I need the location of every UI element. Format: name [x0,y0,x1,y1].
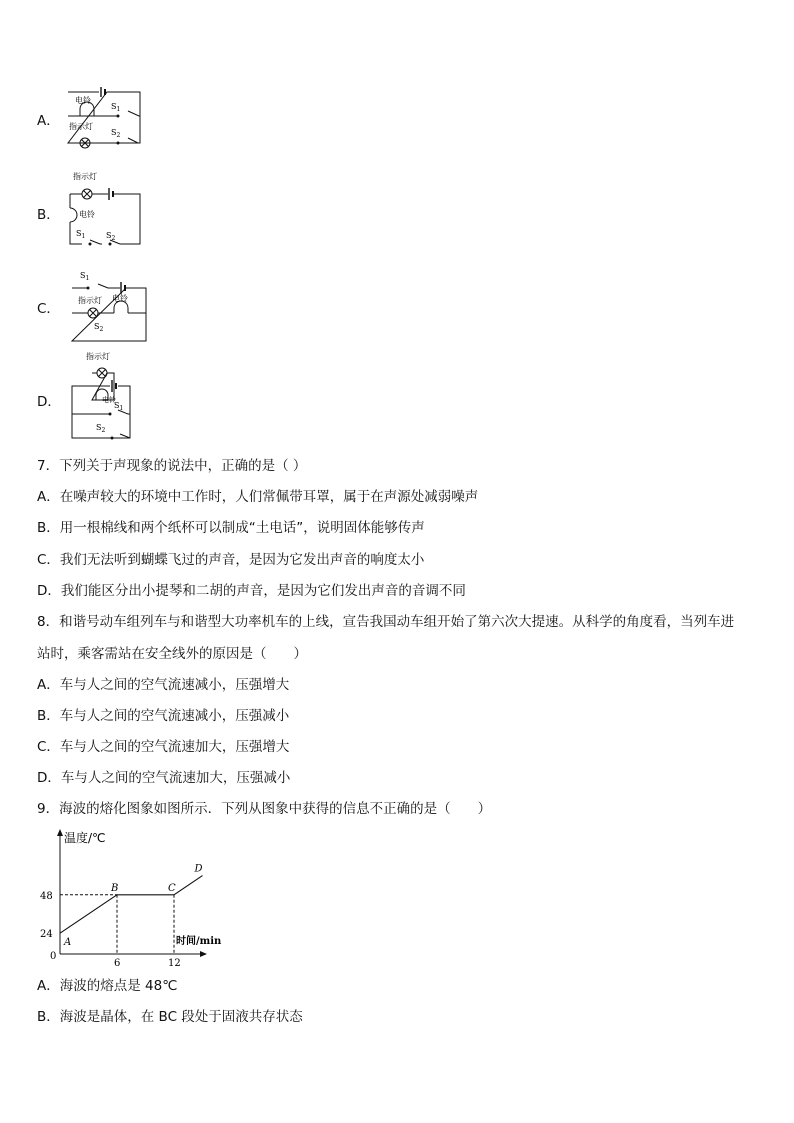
circuit-diagram-c [68,268,150,340]
q8-option-a: A．车与人之间的空气流速减小，压强增大 [37,677,290,693]
circuit-diagram-b [62,168,144,248]
svg-text:S2: $S_2$ [106,231,116,242]
y-tick-label: 24 [40,929,53,941]
q9-option-b: B．海波是晶体，在 BC 段处于固液共存状态 [37,1009,303,1025]
lamp-label: 指示灯 [73,172,97,181]
svg-text:S1: $S_1$ [80,271,90,282]
bell-label: 电铃 [112,294,128,303]
q7-option-b: B．用一根棉线和两个纸杯可以制成“土电话”，说明固体能够传声 [37,520,425,536]
q8-option-b: B．车与人之间的空气流速减小，压强减小 [37,708,290,724]
question-8-stem-line1: 8．和谐号动车组列车与和谐型大功率机车的上线，宣告我国动车组开始了第六次大提速。从科学的角度看，当列车进 [37,614,735,630]
melting-graph [36,826,236,968]
lamp-label: 指示灯 [69,122,93,131]
q7-option-c: C．我们无法听到蝴蝶飞过的声音，是因为它发出声音的响度太小 [37,552,425,568]
option-d-label: D． [37,394,61,410]
question-7-stem: 7．下列关于声现象的说法中，正确的是（ ） [37,458,307,474]
svg-text:S1: $S_1$ [76,229,86,240]
q8-option-d: D．车与人之间的空气流速加大，压强减小 [37,770,291,786]
q7-option-d: D．我们能区分出小提琴和二胡的声音，是因为它们发出声音的音调不同 [37,583,466,599]
question-8-stem-line2: 站时，乘客需站在安全线外的原因是（ ） [37,646,307,662]
question-9-stem: 9．海波的熔化图象如图所示．下列从图象中获得的信息不正确的是（ ） [37,801,492,817]
curve-segment-CD [174,876,203,895]
point-label-B: B [111,882,119,894]
svg-text:S1: $S_1$ [114,401,124,412]
lamp-label: 指示灯 [78,296,102,305]
bell-label: 电铃 [75,96,91,105]
point-label-D: D [194,863,203,875]
q8-option-c: C．车与人之间的空气流速加大，压强增大 [37,739,290,755]
svg-text:S2: $S_2$ [96,423,106,434]
svg-text:S2: $S_2$ [111,128,121,139]
lamp-label: 指示灯 [86,352,110,361]
y-axis-label: 温度/℃ [64,831,106,845]
circuit-diagram-a [66,84,156,148]
point-label-C: C [168,882,176,894]
bell-label: 电铃 [102,396,116,404]
svg-text:S2: $S_2$ [94,322,104,333]
option-a-label: A． [37,113,60,129]
option-b-label: B． [37,207,60,223]
x-axis-label: 时间/min [176,936,222,947]
y-tick-label: 48 [40,890,53,902]
q9-option-a: A．海波的熔点是 48℃ [37,978,178,994]
x-tick-label: 12 [168,958,181,969]
x-tick-label: 6 [114,958,121,969]
point-label-A: A [64,937,72,949]
circuit-diagram-d [70,350,150,440]
option-c-label: C． [37,301,60,317]
origin-label: 0 [50,951,57,962]
curve-segment-AB [60,895,117,933]
q7-option-a: A．在噪声较大的环境中工作时，人们常佩带耳罩，属于在声源处减弱噪声 [37,489,479,505]
bell-label: 电铃 [79,210,95,219]
svg-text:S1: $S_1$ [111,102,121,113]
